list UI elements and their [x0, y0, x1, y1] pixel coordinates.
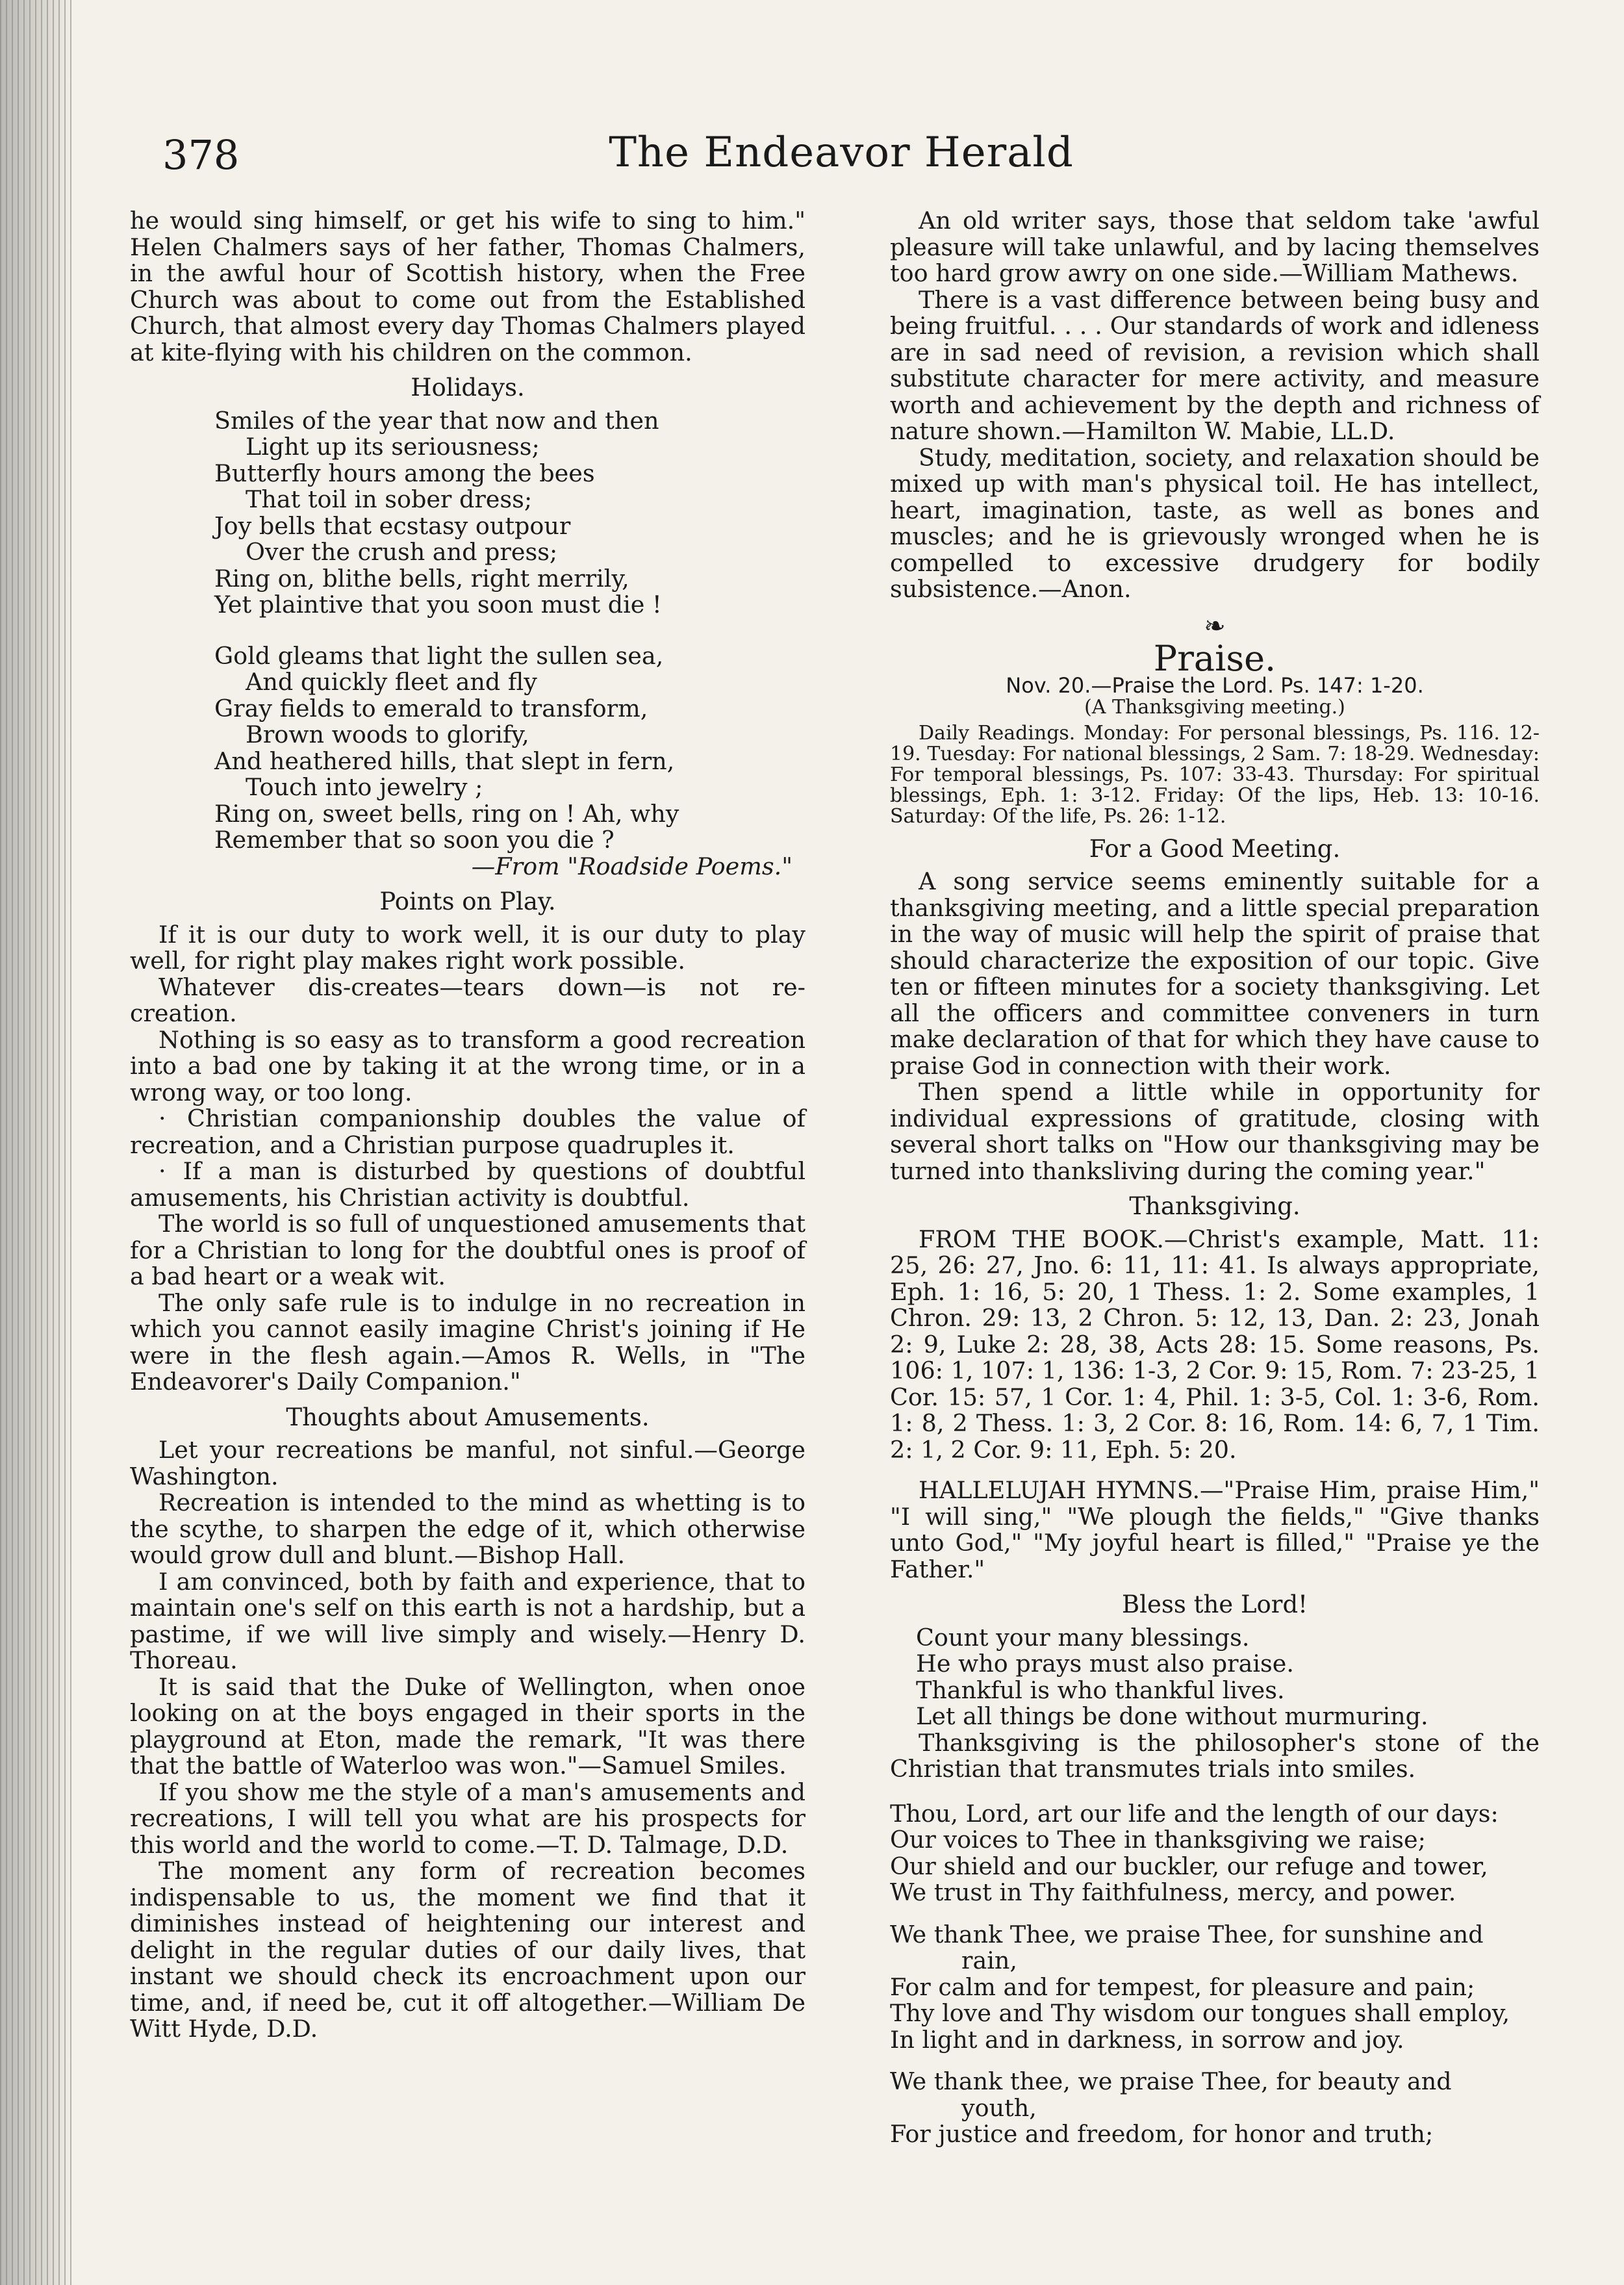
paragraph: If you show me the style of a man's amusements and recreations, I will tell you what are his prospects for this world and the world to come.—T. D. Talmage, D.D.	[130, 1778, 806, 1859]
poem-line: Ring on, sweet bells, ring on ! Ah, why	[214, 799, 679, 828]
poem-line: And heathered hills, that slept in fern,	[214, 747, 675, 775]
page-title: The Endeavor Herald	[609, 129, 1074, 177]
bless-line: He who prays must also praise.	[916, 1650, 1294, 1678]
hymn-line: We thank thee, we praise Thee, for beauty and	[890, 2067, 1452, 2095]
poem-line: Butterfly hours among the bees	[214, 459, 595, 487]
hymn-line: Thou, Lord, art our life and the length of our days:	[890, 1799, 1499, 1828]
poem-line: Gray fields to emerald to transform,	[214, 694, 648, 722]
paragraph: A song service seems eminently suitable for a thanksgiving meeting, and a little special preparation in the way of music will help the spirit of praise that should characterize the exposition of our topic. Give ten or fifteen minutes for a society thanksgiving. Let all the officers and committee conveners in turn make declaration of that for which they have cause to praise God in connection with their work.	[890, 867, 1540, 1080]
poem-line: And quickly fleet and fly	[246, 668, 537, 696]
paragraph: There is a vast difference between being busy and being fruitful. . . . Our standards of work and idleness are in sad need of revision, a revision which shall substitute character for mere activity, and measure worth and achievement by the depth and richness of nature shown.—Hamilton W. Mabie, LL.D.	[890, 285, 1540, 445]
hymn-line: Our shield and our buckler, our refuge and tower,	[890, 1852, 1488, 1880]
paragraph: Nothing is so easy as to transform a good recreation into a bad one by taking it at the wrong time, or in a wrong way, or too long.	[130, 1025, 806, 1106]
paragraph: Thanksgiving is the philosopher's stone of the Christian that transmutes trials into smiles.	[890, 1728, 1540, 1783]
poem-line: Light up its seriousness;	[246, 433, 540, 461]
hymn-line: youth,	[961, 2093, 1037, 2122]
paragraph: Let your recreations be manful, not sinful.—George Washington.	[130, 1436, 806, 1490]
paragraph: Study, meditation, society, and relaxation should be mixed up with man's physical toil. He has intellect, heart, imagination, taste, as well as bones and muscles; and he is grievously wronged when he is compelled to excessive drudgery for bodily subsistence.—Anon.	[890, 443, 1540, 603]
intro-paragraph: he would sing himself, or get his wife to sing to him." Helen Chalmers says of her father, Thomas Chalmers, in the awful hour of Scottish history, when the Free Church was about to come out from the Established Church, that almost every day Thomas Chalmers played at kite-flying with his children on the common.	[130, 207, 806, 366]
poem-line: Touch into jewelry ;	[246, 773, 483, 801]
poem-line: Brown woods to glorify,	[246, 721, 529, 748]
paragraph: An old writer says, those that seldom take 'awful pleasure will take unlawful, and by lacing themselves too hard grow awry on one side.—William Mathews.	[890, 207, 1540, 287]
hymn-line: For justice and freedom, for honor and truth;	[890, 2120, 1434, 2148]
hymn-line: We trust in Thy faithfulness, mercy, and power.	[890, 1878, 1456, 1906]
from-the-book: FROM THE BOOK.—Christ's example, Matt. 11: 25, 26: 27, Jno. 6: 11, 11: 41. Is always appropriate, Eph. 1: 16, 5: 20, 1 Thess. 1: 2. Some examples, 1 Chron. 29: 13, 2 Chron. 5: 12, 13, Dan. 2: 23, Jonah 2: 9, Luke 2: 28, 38, Acts 28: 15. Some reasons, Ps. 106: 1, 107: 1, 136: 1-3, 2 Cor. 9: 15, Rom. 7: 23-25, 1 Cor. 15: 57, 1 Cor. 1: 4, Phil. 1: 3-5, Col. 1: 3-6, Rom. 1: 8, 2 Thess. 1: 3, 2 Cor. 8: 16, Rom. 14: 6, 7, 1 Tim. 2: 1, 2 Cor. 9: 11, Eph. 5: 20.	[890, 1225, 1540, 1464]
bless-line: Thankful is who thankful lives.	[916, 1676, 1285, 1704]
paragraph: Then spend a little while in opportunity for individual expressions of gratitude, closing with several short talks on "How our thanksgiving may be turned into thanksliving during the coming year."	[890, 1078, 1540, 1185]
bless-the-lord-heading: Bless the Lord!	[1121, 1590, 1308, 1618]
holidays-heading: Holidays.	[411, 374, 525, 402]
hymn-line: We thank Thee, we praise Thee, for sunshine and	[890, 1920, 1484, 1948]
paragraph: The world is so full of unquestioned amusements that for a Christian to long for the doubtful ones is proof of a bad heart or a weak wit.	[130, 1210, 806, 1290]
paragraph: Recreation is intended to the mind as whetting is to the scythe, to sharpen the edge of it, which otherwise would grow dull and blunt.—Bishop Hall.	[130, 1488, 806, 1569]
poem-line: Yet plaintive that you soon must die !	[214, 591, 662, 619]
page	[130, 117, 1553, 2148]
paragraph: It is said that the Duke of Wellington, when onoe looking on at the boys engaged in their sports in the playground at Eton, made the remark, "It was there that the battle of Waterloo was won."—Samuel Smiles.	[130, 1672, 806, 1780]
poem-line: Gold gleams that light the sullen sea,	[214, 641, 664, 670]
poem-attribution: —From "Roadside Poems."	[471, 852, 793, 880]
holidays-poem	[130, 408, 806, 880]
poem-line: Remember that so soon you die ?	[214, 826, 615, 854]
topic-sub-line: (A Thanksgiving meeting.)	[1084, 695, 1345, 719]
hymn-line: In light and in darkness, in sorrow and joy.	[890, 2025, 1404, 2054]
topic-date-line: Nov. 20.—Praise the Lord. Ps. 147: 1-20.	[1006, 672, 1424, 698]
hymn-line: rain,	[961, 1947, 1017, 1974]
good-meeting-heading: For a Good Meeting.	[1089, 834, 1341, 863]
bless-lines	[890, 1625, 1540, 1730]
hymn-line: For calm and for tempest, for pleasure and pain;	[890, 1972, 1475, 2001]
paragraph: · Christian companionship doubles the value of recreation, and a Christian purpose quadruples it.	[130, 1104, 806, 1159]
hallelujah-hymns: HALLELUJAH HYMNS.—"Praise Him, praise Him," "I will sing," "We plough the fields," "Give thanks unto God," "My joyful heart is filled," "Praise ye the Father."	[890, 1476, 1540, 1583]
page-number: 378	[162, 131, 240, 179]
thanksgiving-heading: Thanksgiving.	[1129, 1192, 1300, 1220]
poem-line: Over the crush and press;	[246, 538, 558, 566]
paragraph: · If a man is disturbed by questions of doubtful amusements, his Christian activity is doubtful.	[130, 1157, 806, 1212]
points-on-play-heading: Points on Play.	[379, 887, 556, 915]
hymn-line: Thy love and Thy wisdom our tongues shall employ,	[890, 1999, 1510, 2027]
poem-line: Ring on, blithe bells, right merrily,	[214, 564, 629, 593]
bless-line: Let all things be done without murmuring.	[916, 1702, 1428, 1730]
paragraph: The moment any form of recreation becomes indispensable to us, the moment we find that it diminishes instead of heightening our interest and delight in the regular duties of our daily lives, that instant we should check its encroachment upon our time, and, if need be, cut it off altogether.—William De Witt Hyde, D.D.	[130, 1857, 806, 2043]
page-header	[130, 117, 1553, 188]
paragraph: I am convinced, both by faith and experience, that to maintain one's self on this earth is not a hardship, but a pastime, if we will live simply and wisely.—Henry D. Thoreau.	[130, 1567, 806, 1674]
paragraph: Whatever dis-creates—tears down—is not re-creation.	[130, 973, 806, 1027]
daily-readings: Daily Readings. Monday: For personal blessings, Ps. 116. 12-19. Tuesday: For national blessings, 2 Sam. 7: 18-29. Wednesday: For temporal blessings, Ps. 107: 33-43. Thursday: For spiritual blessings, Eph. 1: 3-12. Friday: Of the lips, Heb. 13: 10-16. Saturday: Of the life, Ps. 26: 1-12.	[890, 721, 1540, 828]
poem-line: That toil in sober dress;	[246, 485, 533, 513]
paragraph: If it is our duty to work well, it is our duty to play well, for right play makes right work possible.	[130, 920, 806, 975]
praise-heading: Praise.	[1153, 638, 1276, 679]
paragraph: The only safe rule is to indulge in no recreation in which you cannot easily imagine Christ's joining if He were in the flesh again.—Amos R. Wells, in "The Endeavorer's Daily Companion."	[130, 1288, 806, 1396]
right-column	[890, 208, 1540, 2148]
poem-line: Joy bells that ecstasy outpour	[214, 511, 571, 540]
hymn-poem	[890, 1801, 1540, 2148]
bless-line: Count your many blessings.	[916, 1623, 1250, 1652]
poem-line: Smiles of the year that now and then	[214, 406, 659, 435]
hymn-line: Our voices to Thee in thanksgiving we raise;	[890, 1826, 1426, 1854]
ornament-icon: ❧	[1204, 611, 1226, 641]
left-column	[130, 208, 806, 2043]
thoughts-about-amusements-heading: Thoughts about Amusements.	[286, 1403, 650, 1431]
page-binding-edge	[0, 0, 71, 2285]
